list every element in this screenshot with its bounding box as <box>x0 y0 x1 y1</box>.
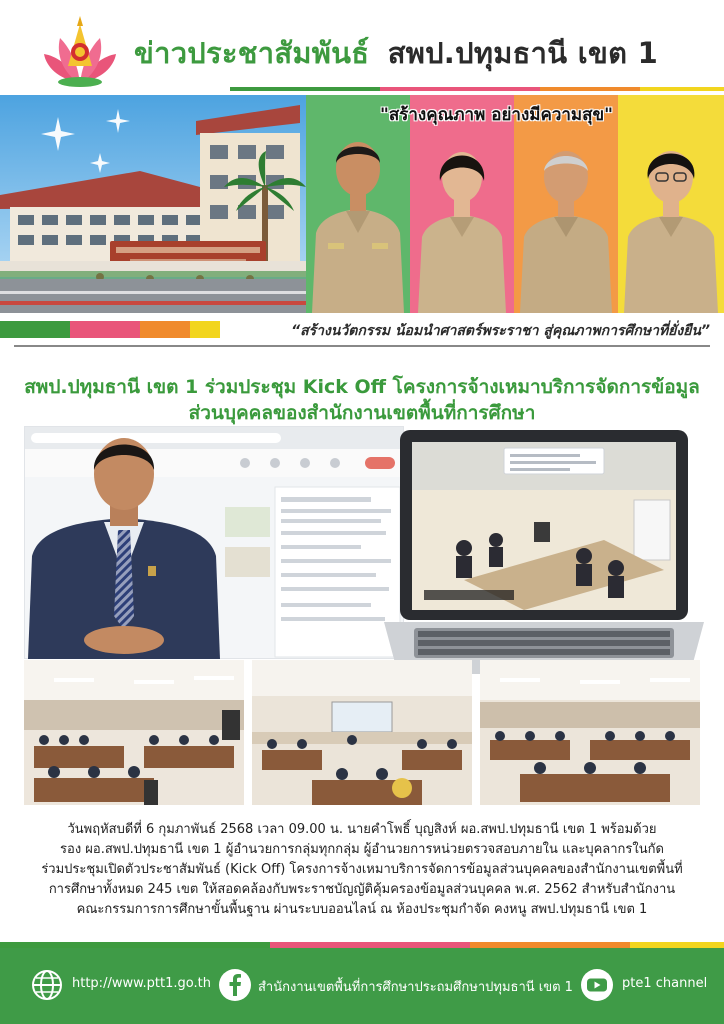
director-portrait <box>24 426 224 659</box>
official-4-portrait <box>618 133 724 313</box>
footer-facebook-label[interactable]: สำนักงานเขตพื้นที่การศึกษาประถมศึกษาปทุมธานี เขต 1 <box>258 980 573 995</box>
laptop-meeting-screen <box>384 430 704 682</box>
official-3-portrait <box>514 133 618 313</box>
body-line-4: การศึกษาทั้งหมด 245 เขต ให้สอดคล้องกับพระราชบัญญัติคุ้มครองข้อมูลส่วนบุคคล พ.ศ. 2562 สำหรับสำนักงาน <box>48 882 676 897</box>
obec-lotus-logo-icon <box>40 10 120 90</box>
meeting-room-photo-3 <box>480 660 700 805</box>
header-line-green <box>230 87 380 91</box>
news-body <box>20 820 704 920</box>
body-line-1: วันพฤหัสบดีที่ 6 กุมภาพันธ์ 2568 เวลา 09.00 น. นายคำโพธิ์ บุญสิงห์ ผอ.สพป.ปทุมธานี เขต 1 พร้อมด้วย <box>67 822 657 837</box>
divider <box>14 345 710 347</box>
official-1-portrait <box>306 123 410 313</box>
footer <box>0 948 724 1024</box>
body-line-2: รอง ผอ.สพป.ปทุมธานี เขต 1 ผู้อำนวยการกลุ่มทุกกลุ่ม ผู้อำนวยการหน่วยตรวจสอบภายใน และบุคลากรในกัด <box>60 842 664 857</box>
header-line-orange <box>540 87 640 91</box>
meeting-room-photo-2 <box>252 660 472 805</box>
stripe-pink <box>70 321 140 338</box>
header-line-pink <box>380 87 540 91</box>
page-title <box>134 30 658 76</box>
body-line-5: คณะกรรมการการศึกษาขั้นพื้นฐาน ผ่านระบบออนไลน์ ณ ห้องประชุมกำจัด คงหนู สพป.ปทุมธานี เขต 1 <box>76 902 648 917</box>
stripe-yellow <box>190 321 220 338</box>
footer-website-link[interactable]: http://www.ptt1.go.th <box>72 976 211 991</box>
globe-icon <box>30 968 64 1002</box>
stripe-green <box>0 321 70 338</box>
footer-youtube-label[interactable]: pte1 channel <box>622 976 708 991</box>
school-photo <box>0 95 306 313</box>
banner-slogan: "สร้างคุณภาพ อย่างมีความสุข" <box>380 105 613 125</box>
header-line-yellow <box>640 87 724 91</box>
official-2-portrait <box>410 133 514 313</box>
headline-line-1: สพป.ปทุมธานี เขต 1 ร่วมประชุม Kick Off โครงการจ้างเหมาบริการจัดการข้อมูล <box>24 376 700 398</box>
stripe-orange <box>140 321 190 338</box>
banner <box>0 95 724 313</box>
youtube-icon[interactable] <box>580 968 614 1002</box>
title-green: ข่าวประชาสัมพันธ์ <box>134 36 370 70</box>
header <box>0 0 724 95</box>
body-line-3: ร่วมประชุมเปิดตัวประชาสัมพันธ์ (Kick Off) โครงการจ้างเหมาบริการจัดการข้อมูลส่วนบุคคลของสำนักงานเขตพื้นที่ <box>41 862 683 877</box>
facebook-icon[interactable] <box>218 968 252 1002</box>
tagline: “สร้างนวัตกรรม น้อมนำศาสตร์พระราชา สู่คุณภาพการศึกษาที่ยั่งยืน” <box>291 323 710 339</box>
title-dark: สพป.ปทุมธานี เขต 1 <box>387 36 659 70</box>
meeting-room-photo-1 <box>24 660 244 805</box>
headline-line-2: ส่วนบุคคลของสำนักงานเขตพื้นที่การศึกษา <box>188 402 536 424</box>
